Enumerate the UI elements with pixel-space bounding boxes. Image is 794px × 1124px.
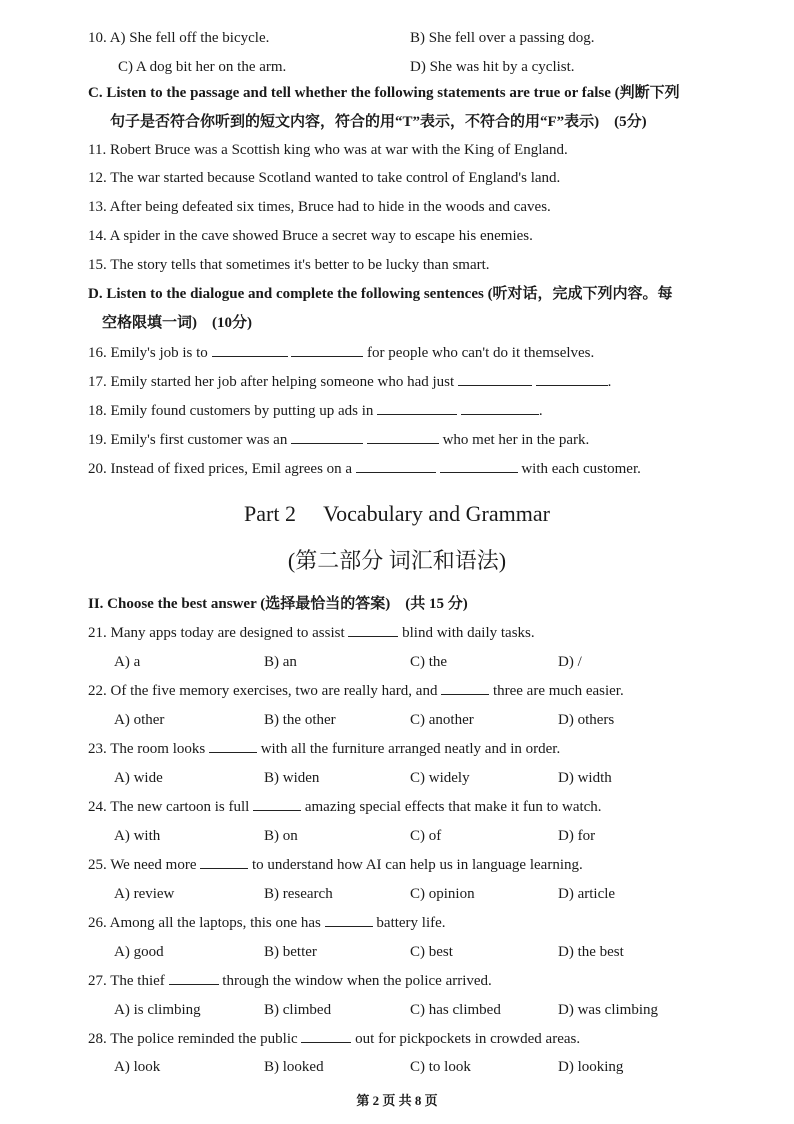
mc-option-c[interactable]: C) the bbox=[410, 654, 448, 670]
mc-question-text: through the window when the police arrived. bbox=[222, 973, 492, 989]
mc-question-text: 25. We need more bbox=[88, 857, 197, 873]
fill-item-text: . bbox=[607, 374, 612, 390]
mc-option-b[interactable]: B) climbed bbox=[264, 1002, 332, 1018]
mc-question-text: three are much easier. bbox=[492, 683, 624, 699]
section-c-heading-cont: 句子是否符合你听到的短文内容，符合的用“T”表示，不符合的用“F”表示) (5分) bbox=[110, 114, 647, 130]
mc-question-text: 27. The thief bbox=[88, 973, 165, 989]
answer-blank[interactable] bbox=[458, 371, 532, 386]
mc-option-a[interactable]: A) good bbox=[114, 944, 164, 960]
mc-question-text: battery life. bbox=[376, 915, 446, 931]
mc-question bbox=[88, 796, 602, 817]
mc-option-d[interactable]: D) article bbox=[558, 886, 616, 902]
mc-option-c[interactable]: C) another bbox=[410, 712, 474, 728]
mc-option-d[interactable]: D) was climbing bbox=[558, 1002, 658, 1018]
answer-blank[interactable] bbox=[291, 429, 363, 444]
tf-item: 11. Robert Bruce was a Scottish king who was at war with the King of England. bbox=[88, 142, 568, 158]
fill-item bbox=[88, 342, 594, 363]
mc-option-b[interactable]: B) on bbox=[264, 828, 298, 844]
mc-question-text: blind with daily tasks. bbox=[402, 625, 535, 641]
mc-question bbox=[88, 912, 446, 933]
mc-option-d[interactable]: D) others bbox=[558, 712, 615, 728]
section-d-heading-cont: 空格限填一词) (10分) bbox=[102, 315, 252, 331]
mc-question bbox=[88, 970, 492, 991]
fill-item-text: 17. Emily started her job after helping someone who had just bbox=[88, 374, 455, 390]
mc-option-a[interactable]: A) other bbox=[114, 712, 165, 728]
answer-blank[interactable] bbox=[536, 371, 608, 386]
mc-option-c[interactable]: C) has climbed bbox=[410, 1002, 501, 1018]
answer-blank[interactable] bbox=[356, 458, 436, 473]
mc-option-c[interactable]: C) best bbox=[410, 944, 453, 960]
mc-question bbox=[88, 622, 535, 643]
answer-blank[interactable] bbox=[200, 854, 248, 869]
mc-option-a[interactable]: A) look bbox=[114, 1059, 161, 1075]
answer-blank[interactable] bbox=[301, 1028, 351, 1043]
mc-question-text: 21. Many apps today are designed to assist bbox=[88, 625, 345, 641]
mc-question-text: 23. The room looks bbox=[88, 741, 206, 757]
answer-blank[interactable] bbox=[367, 429, 439, 444]
fill-item-text: for people who can't do it themselves. bbox=[367, 345, 595, 361]
mc-question-text: 24. The new cartoon is full bbox=[88, 799, 250, 815]
section-d-heading: D. Listen to the dialogue and complete the following sentences (听对话，完成下列内容。每 bbox=[88, 286, 673, 302]
mc-question bbox=[88, 680, 624, 701]
mc-option-a[interactable]: A) is climbing bbox=[114, 1002, 201, 1018]
answer-blank[interactable] bbox=[169, 970, 219, 985]
mc-option-a[interactable]: A) with bbox=[114, 828, 161, 844]
mc-question-text: 26. Among all the laptops, this one has bbox=[88, 915, 321, 931]
part-title: Part 2 Vocabulary and Grammar bbox=[244, 501, 550, 526]
mc-question bbox=[88, 854, 583, 875]
page-number: 第 2 页 共 8 页 bbox=[356, 1093, 438, 1108]
mc-option-b[interactable]: B) looked bbox=[264, 1059, 324, 1075]
fill-item bbox=[88, 400, 543, 421]
mc-option-b[interactable]: B) research bbox=[264, 886, 333, 902]
mc-option-b[interactable]: B) an bbox=[264, 654, 297, 670]
answer-blank[interactable] bbox=[325, 912, 373, 927]
mc-question-text: amazing special effects that make it fun to watch. bbox=[304, 799, 602, 815]
fill-item bbox=[88, 371, 611, 392]
answer-blank[interactable] bbox=[253, 796, 301, 811]
mc-question-text: out for pickpockets in crowded areas. bbox=[355, 1031, 581, 1047]
q10-option-b: B) She fell over a passing dog. bbox=[410, 30, 595, 46]
mc-option-d[interactable]: D) looking bbox=[558, 1059, 624, 1075]
q10-option-c: C) A dog bit her on the arm. bbox=[118, 59, 287, 75]
tf-item: 12. The war started because Scotland wanted to take control of England's land. bbox=[88, 170, 561, 186]
answer-blank[interactable] bbox=[461, 400, 539, 415]
mc-option-a[interactable]: A) review bbox=[114, 886, 175, 902]
mc-option-c[interactable]: C) to look bbox=[410, 1059, 471, 1075]
mc-option-b[interactable]: B) better bbox=[264, 944, 317, 960]
mc-question-text: with all the furniture arranged neatly and in order. bbox=[260, 741, 561, 757]
mc-option-b[interactable]: B) widen bbox=[264, 770, 320, 786]
fill-item-text: with each customer. bbox=[521, 461, 641, 477]
mc-question-text: to understand how AI can help us in language learning. bbox=[251, 857, 583, 873]
mc-option-c[interactable]: C) of bbox=[410, 828, 442, 844]
q10-line1 bbox=[88, 28, 269, 48]
answer-blank[interactable] bbox=[441, 680, 489, 695]
tf-item: 15. The story tells that sometimes it's better to be lucky than smart. bbox=[88, 257, 490, 273]
mc-option-d[interactable]: D) for bbox=[558, 828, 596, 844]
fill-item bbox=[88, 429, 589, 450]
tf-item: 14. A spider in the cave showed Bruce a secret way to escape his enemies. bbox=[88, 228, 533, 244]
mc-option-a[interactable]: A) wide bbox=[114, 770, 163, 786]
q10-number: 10. bbox=[88, 30, 107, 46]
mc-question-text: 28. The police reminded the public bbox=[88, 1031, 298, 1047]
mc-question bbox=[88, 738, 560, 759]
mc-option-b[interactable]: B) the other bbox=[264, 712, 336, 728]
section-ii-heading: II. Choose the best answer (选择最恰当的答案) (共 15 分) bbox=[88, 596, 468, 612]
mc-option-c[interactable]: C) opinion bbox=[410, 886, 475, 902]
mc-option-d[interactable]: D) / bbox=[558, 654, 582, 670]
fill-item-text: 19. Emily's first customer was an bbox=[88, 432, 288, 448]
mc-option-c[interactable]: C) widely bbox=[410, 770, 470, 786]
part-subtitle: (第二部分 词汇和语法) bbox=[287, 548, 507, 573]
fill-item-text: . bbox=[538, 403, 543, 419]
answer-blank[interactable] bbox=[377, 400, 457, 415]
answer-blank[interactable] bbox=[209, 738, 257, 753]
tf-item: 13. After being defeated six times, Bruce had to hide in the woods and caves. bbox=[88, 199, 551, 215]
fill-item-text: 18. Emily found customers by putting up ads in bbox=[88, 403, 374, 419]
answer-blank[interactable] bbox=[291, 342, 363, 357]
section-c-heading: C. Listen to the passage and tell whether the following statements are true or false (判断下列 bbox=[88, 85, 680, 101]
answer-blank[interactable] bbox=[348, 622, 398, 637]
mc-question-text: 22. Of the five memory exercises, two are really hard, and bbox=[88, 683, 438, 699]
mc-question bbox=[88, 1028, 580, 1049]
fill-item bbox=[88, 458, 641, 479]
q10-option-d: D) She was hit by a cyclist. bbox=[410, 59, 575, 75]
mc-option-d[interactable]: D) the best bbox=[558, 944, 624, 960]
mc-option-a[interactable]: A) a bbox=[114, 654, 141, 670]
answer-blank[interactable] bbox=[212, 342, 288, 357]
fill-item-text: who met her in the park. bbox=[442, 432, 590, 448]
q10-option-a: A) She fell off the bicycle. bbox=[109, 30, 270, 46]
fill-item-text: 20. Instead of fixed prices, Emil agrees on a bbox=[88, 461, 353, 477]
mc-option-d[interactable]: D) width bbox=[558, 770, 612, 786]
answer-blank[interactable] bbox=[440, 458, 518, 473]
fill-item-text: 16. Emily's job is to bbox=[88, 345, 208, 361]
